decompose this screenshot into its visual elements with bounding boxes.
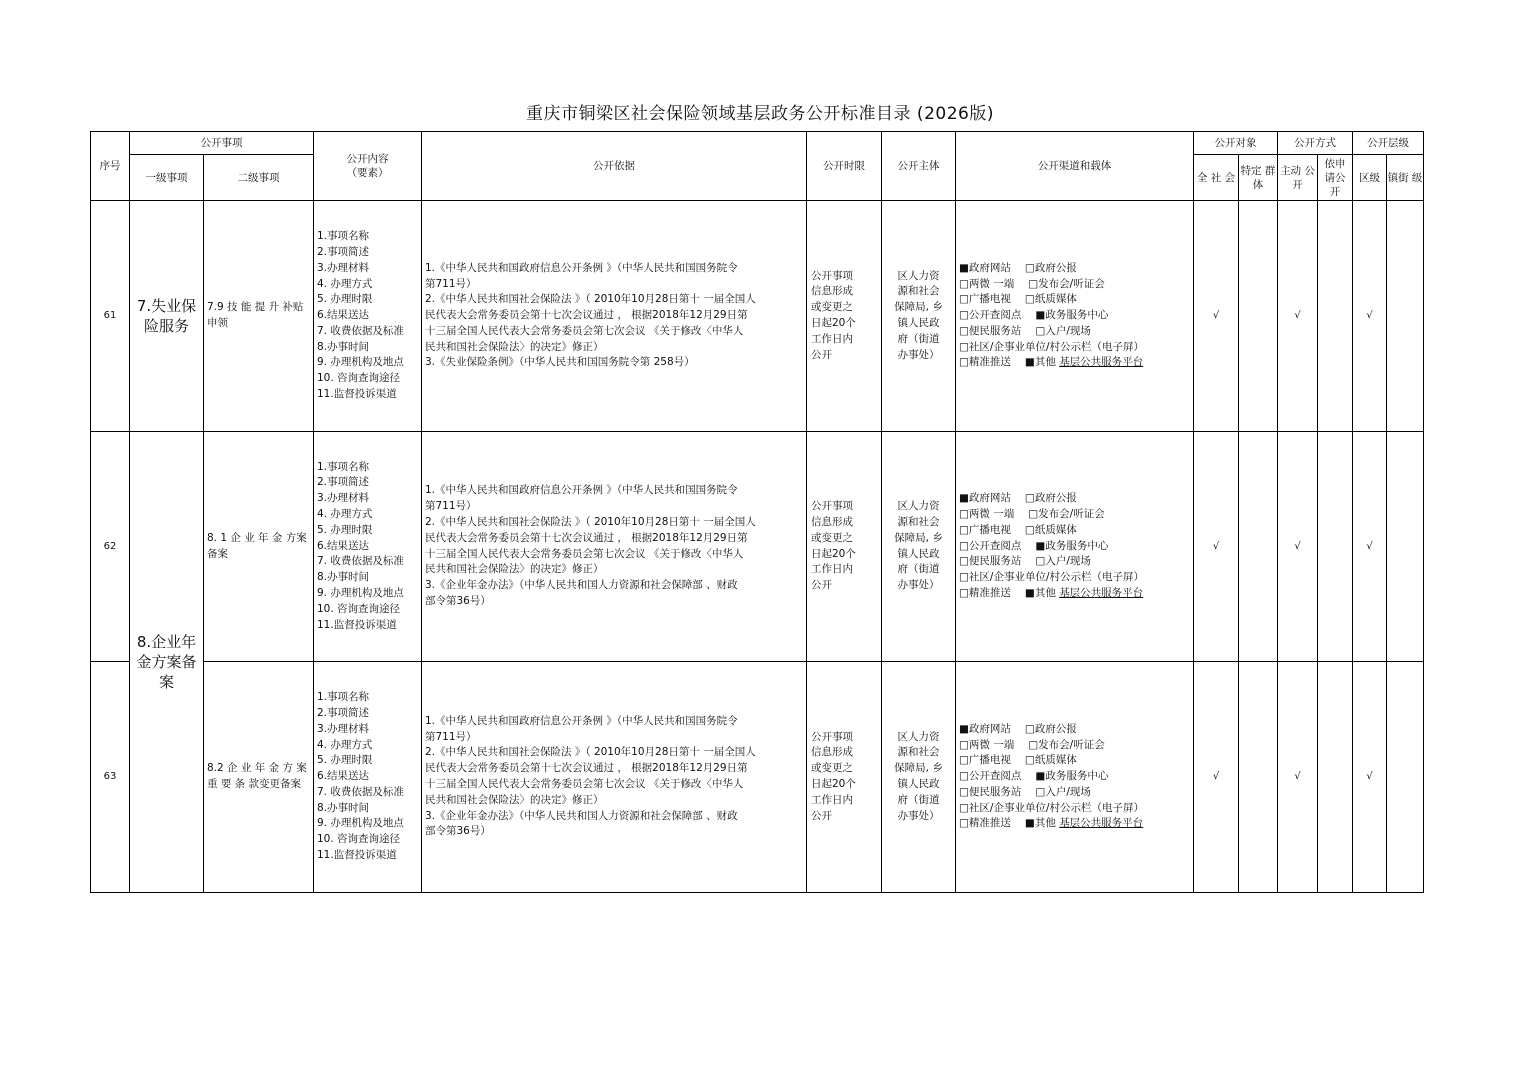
header-basis: 公开依据 [422, 132, 807, 201]
cell-target-specific [1239, 432, 1278, 662]
tick-level-district: √ [1353, 662, 1387, 893]
cell-target-specific [1239, 662, 1278, 893]
row-elements: 1.事项名称 2.事项简述 3.办理材料 4. 办理方式 5. 办理时限 6.结果送达 7. 收费依据及标准 8.办事时间 9. 办理机构及地点 10. 咨询查询途径 11.监督投诉渠道 [314, 432, 422, 662]
row-basis: 1.《中华人民共和国政府信息公开条例 》（中华人民共和国国务院令 第711号） 2.《中华人民共和国社会保险法 》（ 2010年10月28日第十 一届全国人 民代表大会常务委员会第十七次会议通过 ， 根据2018年12月29日第 十三届全国人民代表大会常务委员会第七次会议 《关于修改〈中华人 民共和国社会保险法〉的决定》修正） 3.《企业年金办法》（中华人民共和国人力资源和社会保障部 、财政 部令第36号） [422, 662, 807, 893]
tick-target-all: √ [1194, 432, 1239, 662]
row-level2: 8.2 企 业 年 金 方 案 重 要 条 款变更备案 [204, 662, 314, 893]
cell-target-specific [1239, 201, 1278, 432]
row-level1: 7.失业保险服务 [130, 201, 204, 432]
row-seq: 61 [91, 201, 130, 432]
tick-level-district: √ [1353, 201, 1387, 432]
cell-method-apply [1318, 662, 1353, 893]
header-level: 公开层级 [1353, 132, 1424, 155]
row-level1: 8.企业年金方案备案 [130, 432, 204, 893]
header-matters: 公开事项 [130, 132, 314, 155]
row-period: 公开事项 信息形成 或变更之 日起20个 工作日内 公开 [807, 662, 882, 893]
page-title: 重庆市铜梁区社会保险领域基层政务公开标准目录 (2026版) [526, 104, 994, 124]
table-row [91, 201, 1424, 432]
cell-level-town [1387, 201, 1424, 432]
header-level2: 二级事项 [204, 155, 314, 201]
row-subject: 区人力资 源和社会 保障局, 乡 镇人民政 府（街道 办事处） [882, 432, 956, 662]
header-channel: 公开渠道和载体 [956, 132, 1194, 201]
tick-level-district: √ [1353, 432, 1387, 662]
row-subject: 区人力资 源和社会 保障局, 乡 镇人民政 府（街道 办事处） [882, 662, 956, 893]
row-period: 公开事项 信息形成 或变更之 日起20个 工作日内 公开 [807, 201, 882, 432]
cell-level-town [1387, 432, 1424, 662]
catalog-table [90, 131, 1424, 893]
row-level2: 7.9 技 能 提 升 补贴申领 [204, 201, 314, 432]
header-method: 公开方式 [1278, 132, 1353, 155]
header-target: 公开对象 [1194, 132, 1278, 155]
cell-method-apply [1318, 432, 1353, 662]
row-elements: 1.事项名称 2.事项简述 3.办理材料 4. 办理方式 5. 办理时限 6.结果送达 7. 收费依据及标准 8.办事时间 9. 办理机构及地点 10. 咨询查询途径 11.监督投诉渠道 [314, 662, 422, 893]
row-elements: 1.事项名称 2.事项简述 3.办理材料 4. 办理方式 5. 办理时限 6.结果送达 7. 收费依据及标准 8.办事时间 9. 办理机构及地点 10. 咨询查询途径 11.监督投诉渠道 [314, 201, 422, 432]
row-period: 公开事项 信息形成 或变更之 日起20个 工作日内 公开 [807, 432, 882, 662]
header-level1: 一级事项 [130, 155, 204, 201]
table-row [91, 662, 1424, 893]
tick-method-active: √ [1278, 201, 1318, 432]
row-level2: 8. 1 企 业 年 金 方案备案 [204, 432, 314, 662]
header-period: 公开时限 [807, 132, 882, 201]
row-basis: 1.《中华人民共和国政府信息公开条例 》（中华人民共和国国务院令 第711号） 2.《中华人民共和国社会保险法 》（ 2010年10月28日第十 一届全国人 民代表大会常务委员会第十七次会议通过 ， 根据2018年12月29日第 十三届全国人民代表大会常务委员会第七次会议 《关于修改〈中华人 民共和国社会保险法〉的决定》修正） 3.《失业保险条例》（中华人民共和国国务院令第 258号） [422, 201, 807, 432]
header-seq: 序号 [91, 132, 130, 201]
row-channels: ■政府网站 □政府公报 □两微 一端 □发布会/听证会 □广播电视 □纸质媒体 □公开查阅点 ■政务服务中心 □便民服务站 □入户/现场 □社区/企事业单位/村公示栏（电子屏） □精准推送 ■其他 基层公共服务平台 [956, 432, 1194, 662]
row-seq: 62 [91, 432, 130, 662]
row-seq: 63 [91, 662, 130, 893]
header-target-all: 全 社 会 [1194, 155, 1239, 201]
row-channels: ■政府网站 □政府公报 □两微 一端 □发布会/听证会 □广播电视 □纸质媒体 □公开查阅点 ■政务服务中心 □便民服务站 □入户/现场 □社区/企事业单位/村公示栏（电子屏） □精准推送 ■其他 基层公共服务平台 [956, 662, 1194, 893]
row-basis: 1.《中华人民共和国政府信息公开条例 》（中华人民共和国国务院令 第711号） 2.《中华人民共和国社会保险法 》（ 2010年10月28日第十 一届全国人 民代表大会常务委员会第十七次会议通过 ， 根据2018年12月29日第 十三届全国人民代表大会常务委员会第七次会议 《关于修改〈中华人 民共和国社会保险法〉的决定》修正） 3.《企业年金办法》（中华人民共和国人力资源和社会保障部 、财政 部令第36号） [422, 432, 807, 662]
tick-method-active: √ [1278, 662, 1318, 893]
header-target-specific: 特定 群体 [1239, 155, 1278, 201]
cell-method-apply [1318, 201, 1353, 432]
cell-level-town [1387, 662, 1424, 893]
table-row [91, 432, 1424, 662]
header-level-district: 区级 [1353, 155, 1387, 201]
header-level-town: 镇街 级 [1387, 155, 1424, 201]
tick-target-all: √ [1194, 662, 1239, 893]
tick-target-all: √ [1194, 201, 1239, 432]
header-content: 公开内容 （要素） [314, 132, 422, 201]
row-subject: 区人力资 源和社会 保障局, 乡 镇人民政 府（街道 办事处） [882, 201, 956, 432]
header-method-active: 主动 公开 [1278, 155, 1318, 201]
row-channels: ■政府网站 □政府公报 □两微 一端 □发布会/听证会 □广播电视 □纸质媒体 □公开查阅点 ■政务服务中心 □便民服务站 □入户/现场 □社区/企事业单位/村公示栏（电子屏） □精准推送 ■其他 基层公共服务平台 [956, 201, 1194, 432]
header-subject: 公开主体 [882, 132, 956, 201]
tick-method-active: √ [1278, 432, 1318, 662]
header-method-apply: 依申 请公 开 [1318, 155, 1353, 201]
